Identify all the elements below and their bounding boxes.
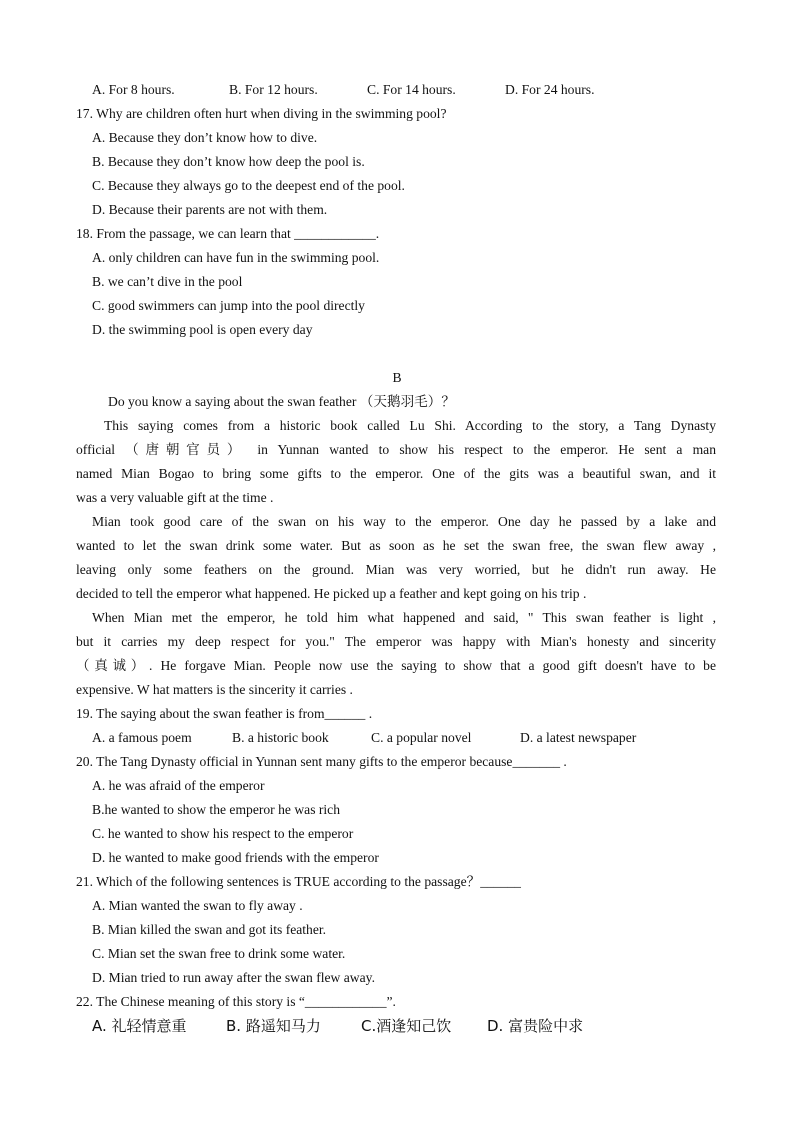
passage-line: （真诚）. He forgave Mian. People now use the saying to show that a good gift doesn't have to be (76, 658, 716, 673)
q18-option-c: C. good swimmers can jump into the pool directly (92, 298, 365, 313)
q21-option-b: B. Mian killed the swan and got its feather. (92, 922, 327, 937)
q21-option-a: A. Mian wanted the swan to fly away . (92, 898, 303, 913)
section-b-heading: B (392, 370, 402, 385)
q21-option-d: D. Mian tried to run away after the swan flew away. (92, 970, 375, 985)
q19-stem: 19. The saying about the swan feather is from______ . (76, 706, 373, 721)
passage-line: wanted to let the swan drink some water. But as soon as he set the swan free, the swan flew away , (76, 538, 716, 553)
passage-line: leaving only some feathers on the ground. Mian was very worried, but he didn't run away. He (76, 562, 716, 577)
q18-stem: 18. From the passage, we can learn that ____________. (76, 226, 380, 241)
passage-line: named Mian Bogao to bring some gifts to the emperor. One of the gits was a beautiful swan, and it (76, 466, 716, 481)
q19-option-c: C. a popular novel (371, 730, 472, 745)
passage-line: official （唐朝官员） in Yunnan wanted to show his respect to the emperor. He sent a man (76, 442, 716, 457)
q21-option-c: C. Mian set the swan free to drink some water. (92, 946, 346, 961)
q16-option-a: A. For 8 hours. (92, 82, 175, 97)
q16-option-c: C. For 14 hours. (367, 82, 456, 97)
q18-option-a: A. only children can have fun in the swimming pool. (92, 250, 380, 265)
q22-stem: 22. The Chinese meaning of this story is “____________”. (76, 994, 396, 1009)
passage-line: but it carries my deep respect for you." The emperor was happy with Mian's honesty and sincerity (76, 634, 716, 649)
q17-stem: 17. Why are children often hurt when diving in the swimming pool? (76, 106, 447, 121)
q19-options (0, 726, 794, 750)
passage-line: decided to tell the emperor what happened. He picked up a feather and kept going on his trip . (76, 586, 587, 601)
q22-option-b: B. 路遥知马力 (226, 1017, 321, 1035)
q22-options (0, 1014, 794, 1038)
q16-option-b: B. For 12 hours. (229, 82, 318, 97)
q17-option-d: D. Because their parents are not with them. (92, 202, 328, 217)
passage-line: Do you know a saying about the swan feather （天鹅羽毛）？ (108, 394, 455, 409)
q19-option-a: A. a famous poem (92, 730, 192, 745)
passage-line: This saying comes from a historic book called Lu Shi. According to the story, a Tang Dynasty (104, 418, 716, 433)
q18-option-d: D. the swimming pool is open every day (92, 322, 313, 337)
q16-options (0, 78, 794, 102)
passage-line: When Mian met the emperor, he told him what happened and said, " This swan feather is light , (92, 610, 716, 625)
q19-option-b: B. a historic book (232, 730, 329, 745)
passage-line: expensive. W hat matters is the sincerity it carries . (76, 682, 353, 697)
q20-option-c: C. he wanted to show his respect to the emperor (92, 826, 354, 841)
q22-option-c: C.酒逢知己饮 (361, 1017, 452, 1035)
q17-option-a: A. Because they don’t know how to dive. (92, 130, 318, 145)
passage-line: was a very valuable gift at the time . (76, 490, 274, 505)
q17-option-b: B. Because they don’t know how deep the pool is. (92, 154, 365, 169)
q20-option-a: A. he was afraid of the emperor (92, 778, 265, 793)
q22-option-a: A. 礼轻情意重 (92, 1017, 187, 1035)
q22-option-d: D. 富贵险中求 (487, 1017, 584, 1035)
q20-option-b: B.he wanted to show the emperor he was rich (92, 802, 341, 817)
q20-option-d: D. he wanted to make good friends with the emperor (92, 850, 379, 865)
q16-option-d: D. For 24 hours. (505, 82, 595, 97)
q21-stem: 21. Which of the following sentences is TRUE according to the passage？______ (76, 874, 521, 889)
q19-option-d: D. a latest newspaper (520, 730, 637, 745)
q20-stem: 20. The Tang Dynasty official in Yunnan sent many gifts to the emperor because_______ . (76, 754, 567, 769)
q18-option-b: B. we can’t dive in the pool (92, 274, 243, 289)
q17-option-c: C. Because they always go to the deepest end of the pool. (92, 178, 405, 193)
passage-line: Mian took good care of the swan on his way to the emperor. One day he passed by a lake and (92, 514, 716, 529)
